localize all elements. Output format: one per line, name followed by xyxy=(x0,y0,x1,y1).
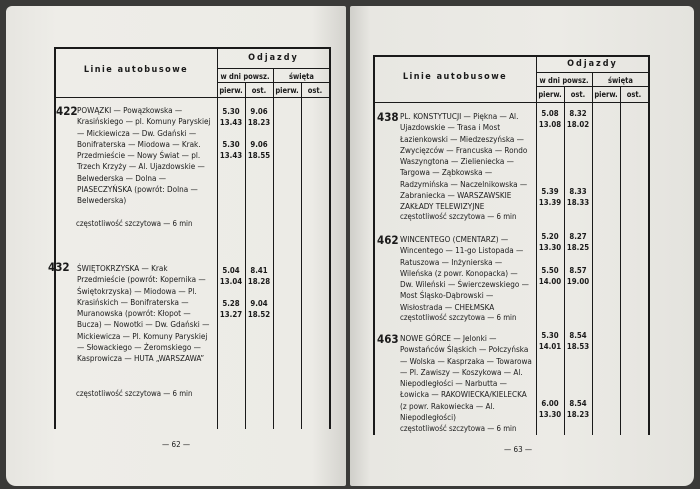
departure-first: 5.50 xyxy=(541,266,559,275)
departure-first: 6.00 xyxy=(541,399,559,408)
col-divider-main xyxy=(217,47,218,429)
departure-last: 18.55 xyxy=(247,151,271,160)
header-last: ost. xyxy=(570,90,586,99)
departure-last: 9.04 xyxy=(250,299,268,308)
departure-first: 13.43 xyxy=(219,118,243,127)
header-holidays: święta xyxy=(608,76,633,85)
page-number: — 63 — xyxy=(504,445,533,454)
table-right-border xyxy=(329,47,331,429)
header-weekdays: w dni powsz. xyxy=(220,72,270,81)
departure-last: 18.25 xyxy=(566,243,590,252)
departure-first: 5.30 xyxy=(222,140,240,149)
departure-first: 5.30 xyxy=(222,107,240,116)
departure-last: 18.23 xyxy=(247,118,271,127)
departure-first: 14.01 xyxy=(538,342,562,351)
departure-last: 18.28 xyxy=(247,277,271,286)
table-top-border xyxy=(54,47,330,49)
route-description: NOWE GÓRCE — Jelonki — Powstańców Śląskich — Połczyńska — Wolska — Kasprzaka — Towarowa — Pl. Zawiszy — Koszykowa — Al. Niepodległości — Narbutta — Łowicka — RAKOWIECKA/KIELECKA (z powr. Rakowiecka — Al. Niepodległości) xyxy=(400,333,532,423)
right-page xyxy=(350,6,694,486)
departure-last: 18.52 xyxy=(247,310,271,319)
page-number: — 62 — xyxy=(162,440,191,449)
departure-last: 18.02 xyxy=(566,120,590,129)
header-last-holiday: ost. xyxy=(626,90,642,99)
departure-first: 13.27 xyxy=(219,310,243,319)
route-number: 438 xyxy=(377,110,399,124)
departure-last: 18.33 xyxy=(566,198,590,207)
departure-last: 8.54 xyxy=(569,399,587,408)
header-odjazdy: Odjazdy xyxy=(248,53,299,63)
route-frequency: częstotliwość szczytowa — 6 min xyxy=(400,212,517,221)
departure-first: 13.43 xyxy=(219,151,243,160)
header-first: pierw. xyxy=(219,86,243,95)
departure-last: 18.23 xyxy=(566,410,590,419)
departure-last: 19.00 xyxy=(566,277,590,286)
departure-last: 8.33 xyxy=(569,187,587,196)
table-top-border xyxy=(373,55,649,57)
col-divider-wd xyxy=(564,86,565,435)
header-title: Linie autobusowe xyxy=(83,65,189,75)
departure-first: 13.08 xyxy=(538,120,562,129)
departure-first: 5.04 xyxy=(222,266,240,275)
header-first: pierw. xyxy=(538,90,562,99)
departure-first: 5.20 xyxy=(541,232,559,241)
col-divider-wd xyxy=(245,82,246,429)
route-description: WINCENTEGO (CMENTARZ) — Wincentego — 11-go Listopada — Ratuszowa — Inżynierska — Wileńska (z powr. Konopacka) — Dw. Wileński — Świerczewskiego — Most Śląsko-Dąbrowski — Wisłostrada — CHEŁMSKA xyxy=(400,234,529,312)
header-weekdays: w dni powsz. xyxy=(539,76,589,85)
route-frequency: częstotliwość szczytowa — 6 min xyxy=(400,424,517,433)
departure-last: 8.57 xyxy=(569,266,587,275)
departure-last: 8.41 xyxy=(250,266,268,275)
departure-first: 13.04 xyxy=(219,277,243,286)
route-number: 462 xyxy=(377,233,399,247)
left-page xyxy=(6,6,346,486)
departure-last: 18.53 xyxy=(566,342,590,351)
header-bottom-rule xyxy=(54,97,330,98)
departure-first: 5.30 xyxy=(541,331,559,340)
departure-first: 14.00 xyxy=(538,277,562,286)
header-first-holiday: pierw. xyxy=(275,86,299,95)
table-left-border xyxy=(373,55,375,435)
departure-last: 8.27 xyxy=(569,232,587,241)
route-description: POWĄZKI — Powązkowska — Krasińskiego — pl. Komuny Paryskiej — Mickiewicza — Dw. Gdański — Bonifraterska — Miodowa — Krak. Przedmieście — Nowy Świat — pl. Trzech Krzyży — Al. Ujazdowskie — Belwederska — Dolna — PIASECZYŃSKA (powrót: Dolna — Belwederska) xyxy=(77,105,211,206)
header-first-holiday: pierw. xyxy=(594,90,618,99)
header-holidays: święta xyxy=(289,72,314,81)
departure-last: 8.54 xyxy=(569,331,587,340)
route-number: 432 xyxy=(48,260,70,274)
header-title: Linie autobusowe xyxy=(402,72,508,82)
departure-first: 13.30 xyxy=(538,243,562,252)
col-divider-hd xyxy=(301,82,302,429)
header-last-holiday: ost. xyxy=(307,86,323,95)
header-bottom-rule xyxy=(373,102,649,103)
departure-last: 8.32 xyxy=(569,109,587,118)
header-odjazdy: Odjazdy xyxy=(567,59,618,69)
route-frequency: częstotliwość szczytowa — 6 min xyxy=(76,389,193,398)
route-number: 463 xyxy=(377,332,399,346)
departure-last: 9.06 xyxy=(250,107,268,116)
route-description: ŚWIĘTOKRZYSKA — Krak Przedmieście (powrót: Kopernika — Świętokrzyska) — Miodowa — Pl. Krasińskich — Bonifraterska — Muranowska (powrót: Kłopot — Bucza) — Nowotki — Dw. Gdański — Mickiewicza — Pl. Komuny Paryskiej — Słowackiego — Żeromskiego — Kasprowicza — HUTA „WARSZAWA” xyxy=(77,263,210,364)
col-divider-hd xyxy=(620,86,621,435)
header-last: ost. xyxy=(251,86,267,95)
route-frequency: częstotliwość szczytowa — 6 min xyxy=(400,313,517,322)
departure-first: 13.30 xyxy=(538,410,562,419)
table-right-border xyxy=(648,55,650,435)
route-number: 422 xyxy=(56,104,78,118)
route-description: PL. KONSTYTUCJI — Piękna — Al. Ujazdowskie — Trasa i Most Łazienkowski — Miedzeszyńska — Zwycięzców — Francuska — Rondo Waszyngtona — Zielieniecka — Targowa — Ząbkowska — Radzymińska — Naczelnikowska — Zabraniecka — WARSZAWSKIE ZAKŁADY TELEWIZYJNE xyxy=(400,111,528,212)
departure-first: 5.08 xyxy=(541,109,559,118)
departure-last: 9.06 xyxy=(250,140,268,149)
departure-first: 13.39 xyxy=(538,198,562,207)
route-frequency: częstotliwość szczytowa — 6 min xyxy=(76,219,193,228)
departure-first: 5.39 xyxy=(541,187,559,196)
departure-first: 5.28 xyxy=(222,299,240,308)
